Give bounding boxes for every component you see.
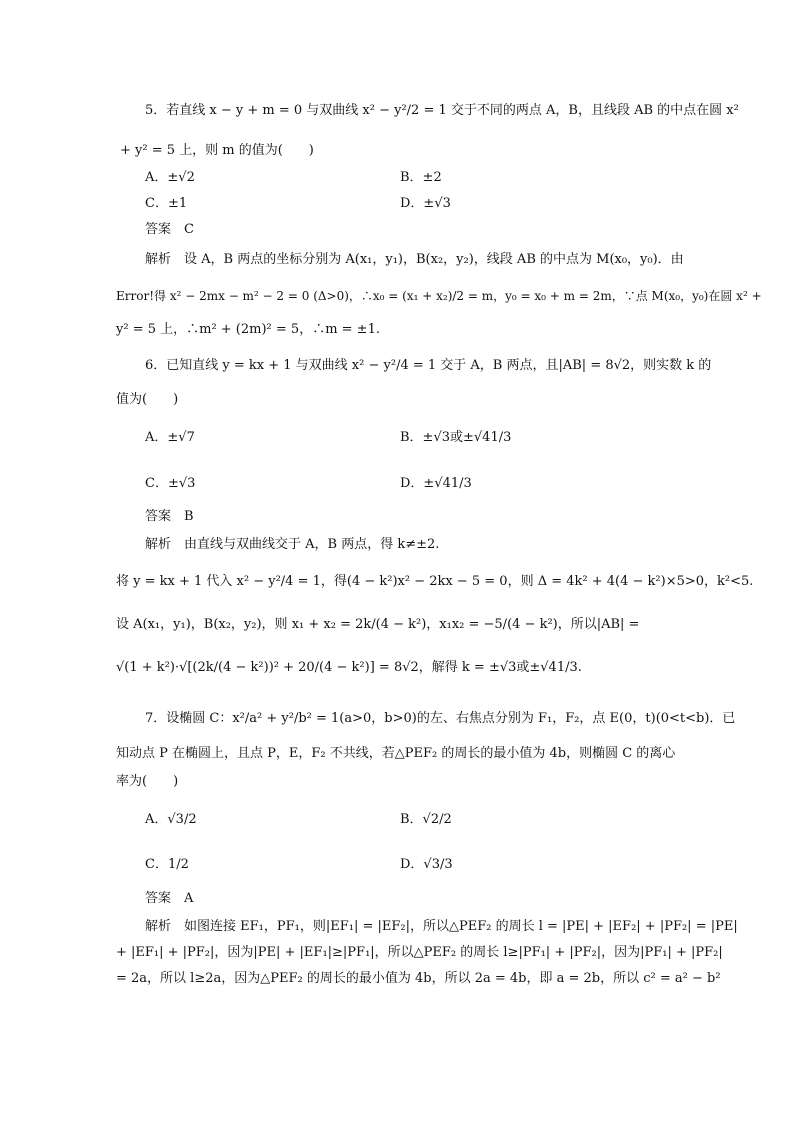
- q5-option-d: D．±√3: [400, 196, 451, 211]
- q5-answer: [145, 222, 194, 238]
- q7-stem-line2: 知动点 P 在椭圆上，且点 P，E，F₂ 不共线，若△PEF₂ 的周长的最小值为 4b，则椭圆 C 的离心: [116, 746, 676, 761]
- analysis-label: 解析: [145, 252, 172, 267]
- q5-option-a: A．±√2: [145, 170, 195, 185]
- answer-label: 答案: [145, 891, 172, 906]
- q5-option-c: C．±1: [145, 196, 188, 211]
- q7-stem-line1: 7．设椭圆 C：x²/a² + y²/b² = 1(a>0，b>0)的左、右焦点分别为 F₁，F₂，点 E(0，t)(0<t<b)．已: [145, 711, 736, 726]
- answer-value: B: [184, 509, 194, 524]
- q7-stem-line3: 率为( ): [116, 774, 179, 789]
- q6-option-a: A．±√7: [145, 430, 195, 445]
- q7-option-d: D．√3/3: [400, 857, 453, 872]
- q6-analysis-line2: 将 y = kx + 1 代入 x² − y²/4 = 1，得(4 − k²)x² − 2kx − 5 = 0，则 Δ = 4k² + 4(4 − k²)×5>0，k²<5.: [116, 574, 754, 589]
- q6-answer: [145, 509, 194, 525]
- q6-option-d: D．±√41/3: [400, 476, 472, 491]
- analysis-label: 解析: [145, 537, 172, 552]
- q6-analysis-line3: 设 A(x₁，y₁)，B(x₂，y₂)，则 x₁ + x₂ = 2k/(4 − k²)，x₁x₂ = −5/(4 − k²)，所以|AB| =: [116, 617, 640, 632]
- q7-option-c: C．1/2: [145, 857, 189, 872]
- q6-option-c: C．±√3: [145, 476, 196, 491]
- q5-analysis-line2: Error!得 x² − 2mx − m² − 2 = 0 (Δ>0)，∴x₀ = (x₁ + x₂)/2 = m，y₀ = x₀ + m = 2m，∵点 M(x₀，y₀)在圆 x² +: [116, 289, 762, 303]
- answer-value: A: [184, 891, 194, 906]
- q6-stem-line1: 6．已知直线 y = kx + 1 与双曲线 x² − y²/4 = 1 交于 A，B 两点，且|AB| = 8√2，则实数 k 的: [145, 358, 712, 373]
- q6-analysis-line4: √(1 + k²)·√[(2k/(4 − k²))² + 20/(4 − k²)] = 8√2，解得 k = ±√3或±√41/3.: [116, 660, 582, 675]
- q5-stem-line2: + y² = 5 上，则 m 的值为( ): [120, 143, 314, 158]
- q7-option-b: B．√2/2: [400, 812, 452, 827]
- q5-analysis-line1: 解析 设 A，B 两点的坐标分别为 A(x₁，y₁)，B(x₂，y₂)，线段 AB 的中点为 M(x₀，y₀)．由: [145, 252, 684, 267]
- q6-analysis-line1: 解析 由直线与双曲线交于 A，B 两点，得 k≠±2.: [145, 537, 440, 552]
- answer-label: 答案: [145, 509, 172, 524]
- q7-option-a: A．√3/2: [145, 812, 197, 827]
- analysis-label: 解析: [145, 919, 172, 934]
- q5-stem-line1: 5．若直线 x − y + m = 0 与双曲线 x² − y²/2 = 1 交于不同的两点 A，B，且线段 AB 的中点在圆 x²: [145, 103, 739, 118]
- answer-label: 答案: [145, 222, 172, 237]
- q6-stem-line2: 值为( ): [116, 392, 179, 407]
- q5-option-b: B．±2: [400, 170, 442, 185]
- q7-analysis-line3: = 2a，所以 l≥2a，因为△PEF₂ 的周长的最小值为 4b，所以 2a = 4b，即 a = 2b，所以 c² = a² − b²: [116, 971, 721, 986]
- q7-analysis-line2: + |EF₁| + |PF₂|，因为|PE| + |EF₁|≥|PF₁|，所以△PEF₂ 的周长 l≥|PF₁| + |PF₂|，因为|PF₁| + |PF₂|: [116, 945, 723, 960]
- answer-value: C: [184, 222, 194, 237]
- q6-option-b: B．±√3或±√41/3: [400, 430, 512, 445]
- q7-analysis-line1: 解析 如图连接 EF₁，PF₁，则|EF₁| = |EF₂|，所以△PEF₂ 的周长 l = |PE| + |EF₂| + |PF₂| = |PE|: [145, 919, 738, 934]
- q7-answer: [145, 891, 193, 907]
- q5-analysis-line3: y² = 5 上，∴m² + (2m)² = 5，∴m = ±1.: [116, 322, 380, 337]
